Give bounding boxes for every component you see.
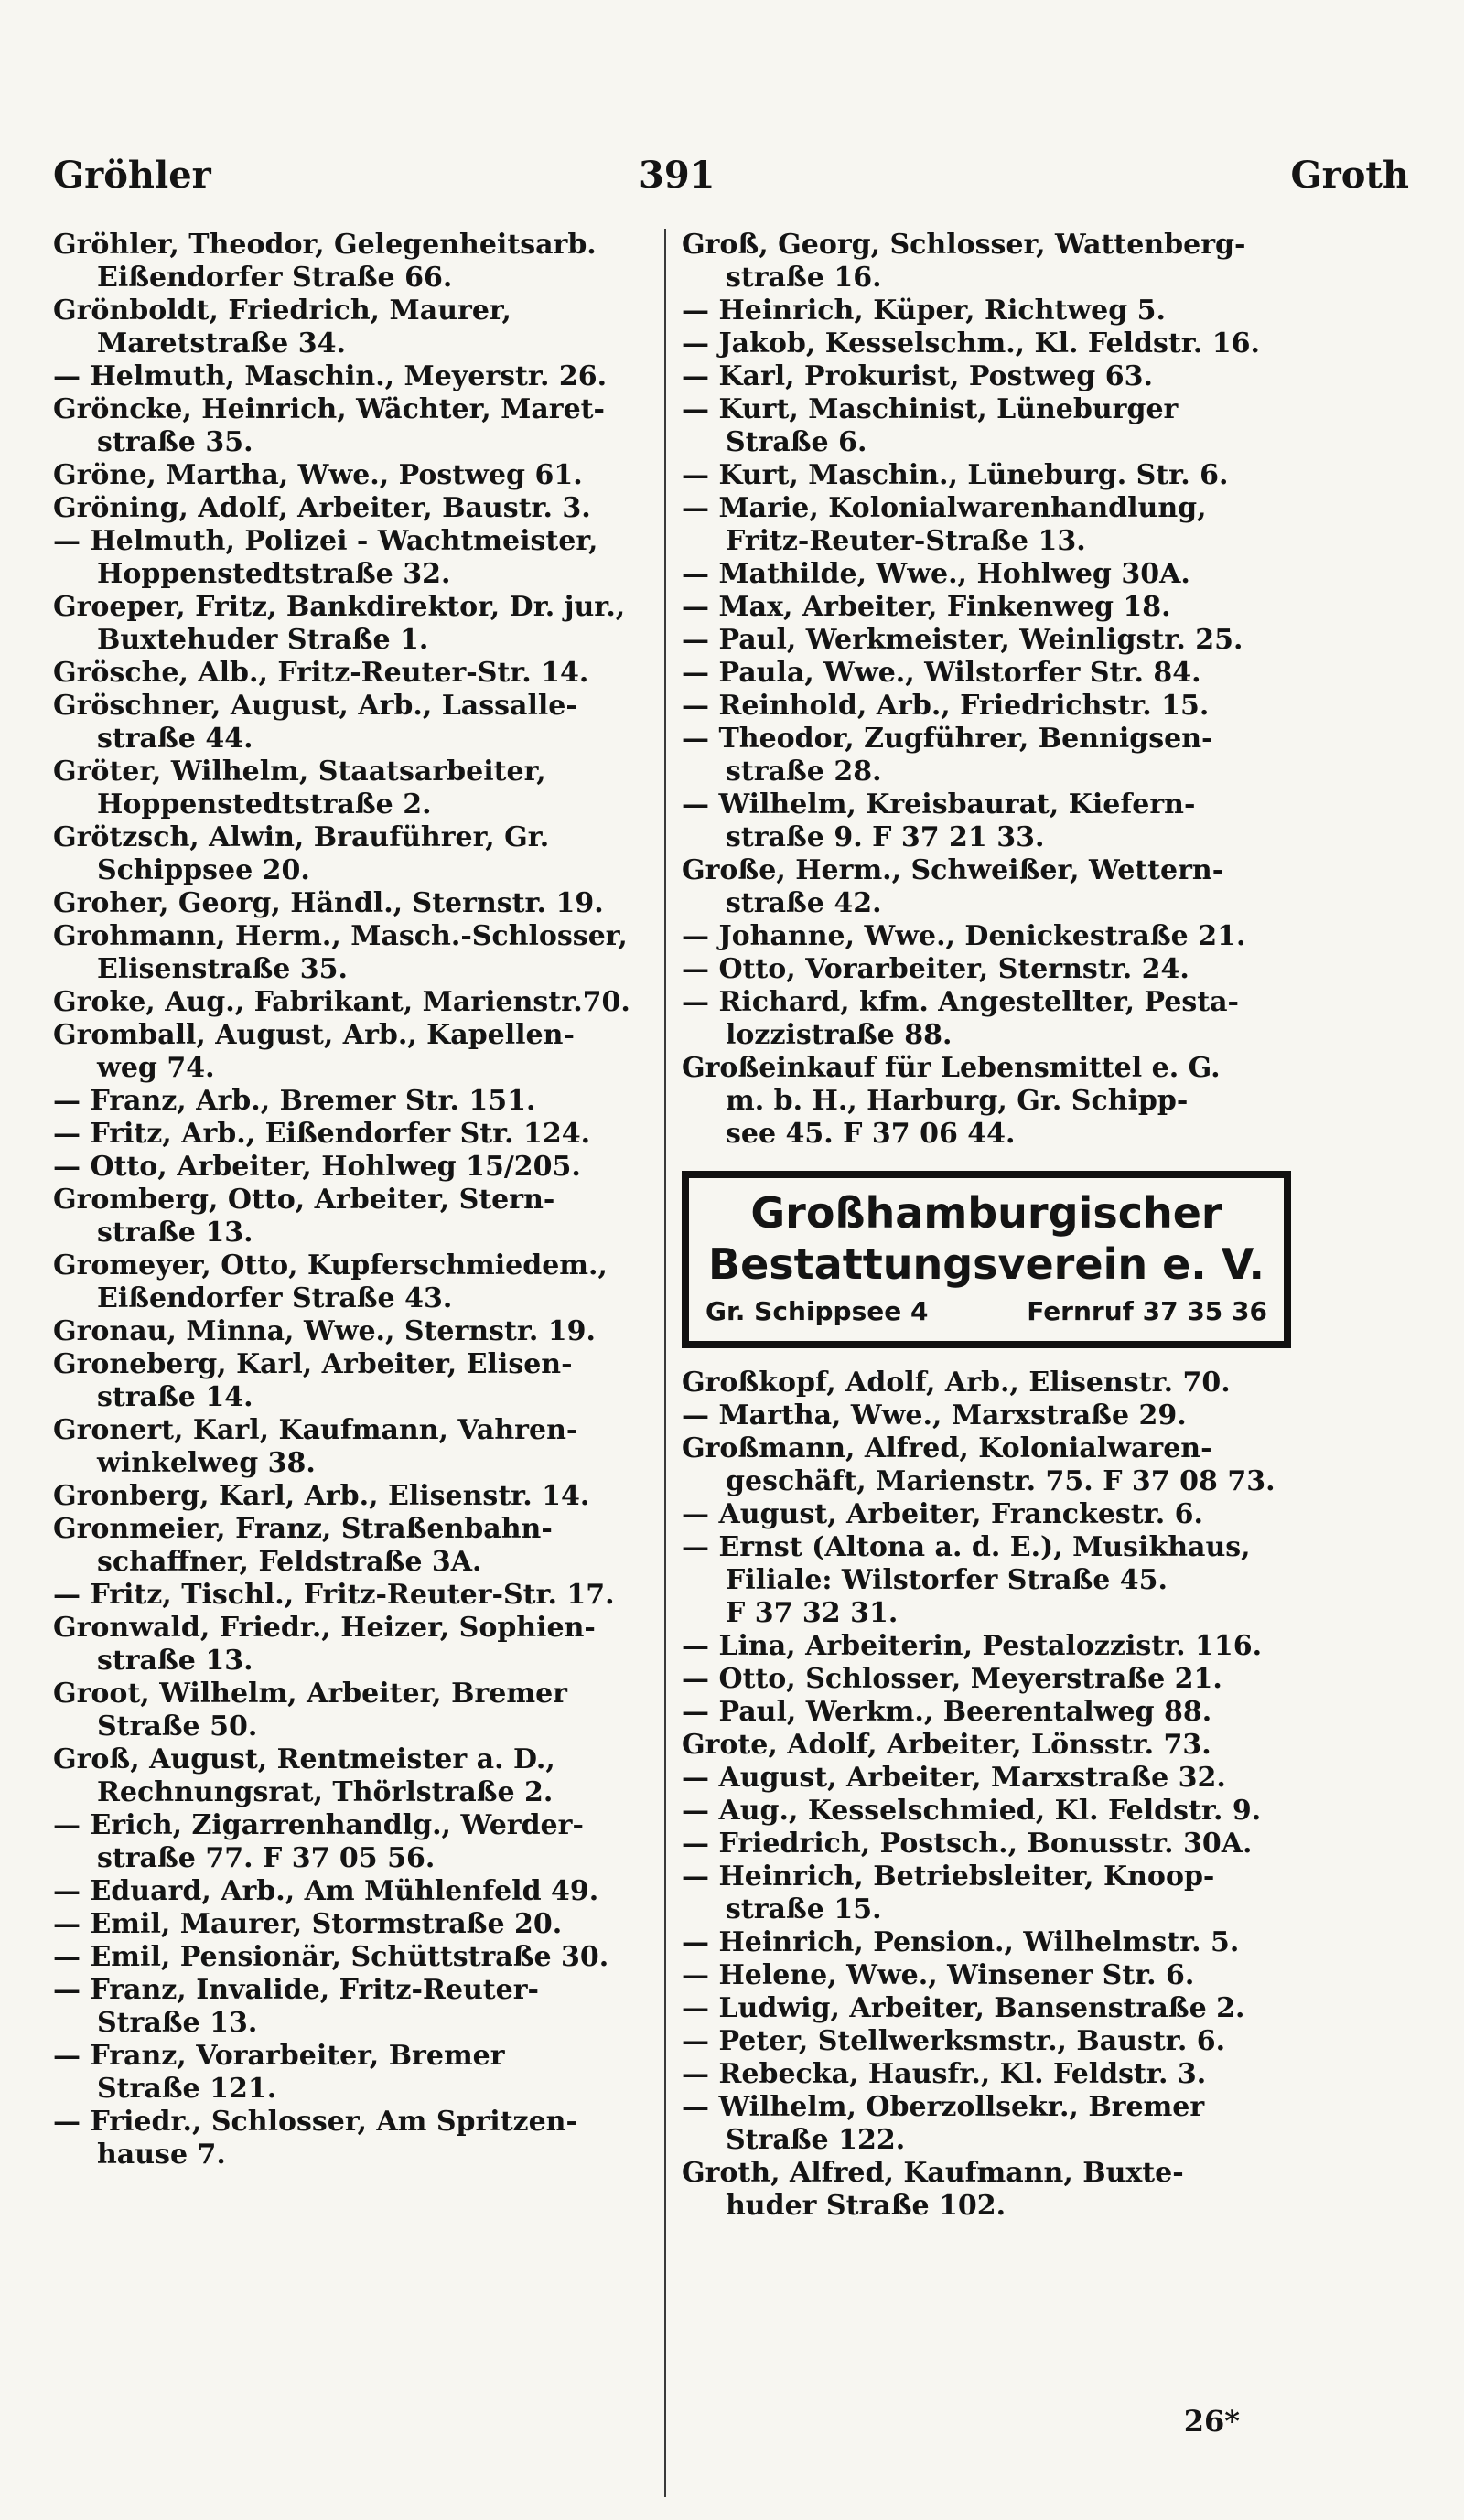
directory-entry [682, 295, 1297, 327]
entry-line: Groke, Aug., Fabrikant, Marienstr.70. [53, 986, 630, 1018]
entry-line: — Aug., Kesselschmied, Kl. Feldstr. 9. [682, 1795, 1262, 1827]
entry-continuation: Straße 121. [97, 2073, 277, 2105]
entry-line: — Kurt, Maschin., Lüneburg. Str. 6. [682, 459, 1229, 491]
directory-entry [682, 393, 1297, 459]
entry-line: — Paula, Wwe., Wilstorfer Str. 84. [682, 657, 1201, 689]
directory-entry [53, 360, 655, 393]
entry-line: — Heinrich, Pension., Wilhelmstr. 5. [682, 1926, 1240, 1958]
entry-line: Gröne, Martha, Wwe., Postweg 61. [53, 459, 583, 491]
entry-line: Grösche, Alb., Fritz-Reuter-Str. 14. [53, 657, 589, 689]
entry-line: — Otto, Vorarbeiter, Sternstr. 24. [682, 953, 1190, 985]
entry-line: — Emil, Pensionär, Schüttstraße 30. [53, 1941, 609, 1973]
entry-line: — August, Arbeiter, Franckestr. 6. [682, 1498, 1203, 1530]
directory-entry [682, 1630, 1297, 1663]
entry-continuation: F 37 32 31. [726, 1597, 899, 1629]
directory-entry [682, 1531, 1297, 1630]
entry-continuation: Schippsee 20. [97, 854, 310, 886]
entry-line: Groß, August, Rentmeister a. D., [53, 1743, 555, 1775]
entry-continuation: Rechnungsrat, Thörlstraße 2. [97, 1776, 554, 1808]
entry-continuation: see 45. F 37 06 44. [726, 1118, 1016, 1150]
entry-line: — Emil, Maurer, Stormstraße 20. [53, 1908, 563, 1940]
entry-continuation: huder Straße 102. [726, 2190, 1006, 2222]
entry-continuation: straße 77. F 37 05 56. [97, 1842, 436, 1874]
directory-entry [53, 1743, 655, 1809]
directory-entry [682, 657, 1297, 690]
directory-entry [53, 1249, 655, 1315]
directory-entry [682, 1926, 1297, 1959]
directory-entry [682, 953, 1297, 986]
directory-entry [53, 1678, 655, 1743]
entry-line: — Franz, Invalide, Fritz-Reuter- [53, 1974, 540, 2006]
directory-entry [53, 1414, 655, 1480]
entry-continuation: straße 42. [726, 887, 882, 919]
directory-entry [682, 788, 1297, 854]
entry-line: — Ernst (Altona a. d. E.), Musikhaus, [682, 1531, 1251, 1563]
directory-entry [53, 887, 655, 920]
directory-entry [682, 2157, 1297, 2223]
directory-entry [53, 525, 655, 591]
entry-line: — Martha, Wwe., Marxstraße 29. [682, 1399, 1187, 1432]
entry-line: — Paul, Werkmeister, Weinligstr. 25. [682, 624, 1243, 656]
directory-entry [682, 1861, 1297, 1926]
directory-entry [682, 2025, 1297, 2058]
entry-line: — Erich, Zigarrenhandlg., Werder- [53, 1809, 584, 1841]
directory-entry [53, 1941, 655, 1974]
entry-line: — Fritz, Tischl., Fritz-Reuter-Str. 17. [53, 1579, 615, 1611]
directory-entry [682, 229, 1297, 295]
directory-entry [682, 1992, 1297, 2025]
entry-line: Gronau, Minna, Wwe., Sternstr. 19. [53, 1315, 596, 1347]
ad-address: Gr. Schippsee 4 [705, 1296, 929, 1326]
entry-line: Groth, Alfred, Kaufmann, Buxte- [682, 2157, 1184, 2189]
entry-line: — Helmuth, Maschin., Meyerstr. 26. [53, 360, 608, 392]
entry-line: Groeper, Fritz, Bankdirektor, Dr. jur., [53, 591, 626, 623]
entry-line: — Peter, Stellwerksmstr., Baustr. 6. [682, 2025, 1226, 2057]
entry-continuation: hause 7. [97, 2139, 226, 2171]
directory-entry [682, 1052, 1297, 1151]
entry-line: — Wilhelm, Kreisbaurat, Kiefern- [682, 788, 1196, 820]
directory-entry [53, 756, 655, 821]
entry-continuation: geschäft, Marienstr. 75. F 37 08 73. [726, 1465, 1276, 1497]
directory-entry [682, 1729, 1297, 1762]
entry-continuation: straße 14. [97, 1381, 253, 1413]
entry-line: Grönboldt, Friedrich, Maurer, [53, 295, 511, 327]
directory-entry [682, 723, 1297, 788]
entry-line: Gromeyer, Otto, Kupferschmiedem., [53, 1249, 608, 1281]
entry-line: — Fritz, Arb., Eißendorfer Str. 124. [53, 1118, 591, 1150]
entry-line: Gröncke, Heinrich, Wächter, Maret- [53, 393, 605, 425]
entry-continuation: Hoppenstedtstraße 32. [97, 558, 451, 590]
entry-line: Grötzsch, Alwin, Brauführer, Gr. [53, 821, 550, 853]
entry-line: Gromball, August, Arb., Kapellen- [53, 1019, 575, 1051]
directory-entry [53, 393, 655, 459]
directory-entry [53, 295, 655, 360]
directory-entry [682, 1762, 1297, 1795]
ad-title: Großhamburgischer [750, 1188, 1222, 1238]
directory-entry [53, 1513, 655, 1579]
directory-entry [53, 1875, 655, 1908]
entry-continuation: Straße 6. [726, 426, 867, 458]
directory-entry [682, 2091, 1297, 2157]
entry-line: — Lina, Arbeiterin, Pestalozzistr. 116. [682, 1630, 1263, 1662]
directory-entry [53, 1085, 655, 1118]
directory-entry [53, 920, 655, 986]
entry-continuation: Filiale: Wilstorfer Straße 45. [726, 1564, 1168, 1596]
entry-line: Großmann, Alfred, Kolonialwaren- [682, 1432, 1212, 1464]
entry-line: — Theodor, Zugführer, Bennigsen- [682, 723, 1213, 755]
entry-continuation: schaffner, Feldstraße 3A. [97, 1546, 482, 1578]
directory-entry [682, 1696, 1297, 1729]
directory-entry [53, 492, 655, 525]
directory-entry [682, 1663, 1297, 1696]
entry-continuation: m. b. H., Harburg, Gr. Schipp- [726, 1085, 1189, 1117]
entry-line: — Paul, Werkm., Beerentalweg 88. [682, 1696, 1212, 1728]
entry-line: — Helmuth, Polizei - Wachtmeister, [53, 525, 598, 557]
page-header [53, 154, 1409, 209]
entry-continuation: Eißendorfer Straße 66. [97, 262, 453, 294]
entry-line: — Wilhelm, Oberzollsekr., Bremer [682, 2091, 1205, 2123]
directory-entry [53, 657, 655, 690]
directory-entry [53, 1348, 655, 1414]
entry-line: — August, Arbeiter, Marxstraße 32. [682, 1762, 1226, 1794]
directory-entry [682, 1367, 1297, 1399]
entry-continuation: Hoppenstedtstraße 2. [97, 788, 432, 820]
directory-entry [682, 1399, 1297, 1432]
directory-entry [682, 558, 1297, 591]
directory-entry [682, 360, 1297, 393]
entry-line: — Reinhold, Arb., Friedrichstr. 15. [682, 690, 1210, 722]
entry-line: — Franz, Vorarbeiter, Bremer [53, 2040, 505, 2072]
entry-line: Grohmann, Herm., Masch.-Schlosser, [53, 920, 628, 952]
entry-continuation: straße 44. [97, 723, 253, 755]
entry-line: — Max, Arbeiter, Finkenweg 18. [682, 591, 1171, 623]
entry-line: — Heinrich, Küper, Richtweg 5. [682, 295, 1166, 327]
directory-entry [682, 1828, 1297, 1861]
page-number: 391 [639, 154, 716, 197]
directory-entry [53, 986, 655, 1019]
entry-continuation: Maretstraße 34. [97, 327, 346, 359]
entry-line: Große, Herm., Schweißer, Wettern- [682, 854, 1224, 886]
entry-line: — Richard, kfm. Angestellter, Pesta- [682, 986, 1239, 1018]
directory-entry [53, 1184, 655, 1249]
entry-line: — Otto, Schlosser, Meyerstraße 21. [682, 1663, 1222, 1695]
header-last-name: Groth [1290, 154, 1409, 197]
directory-entry [53, 690, 655, 756]
entry-line: — Mathilde, Wwe., Hohlweg 30A. [682, 558, 1190, 590]
directory-entry [682, 920, 1297, 953]
directory-entry [53, 229, 655, 295]
entry-line: — Heinrich, Betriebsleiter, Knoop- [682, 1861, 1215, 1893]
entry-line: — Rebecka, Hausfr., Kl. Feldstr. 3. [682, 2058, 1207, 2090]
entry-line: — Jakob, Kesselschm., Kl. Feldstr. 16. [682, 327, 1260, 359]
entry-continuation: straße 28. [726, 756, 882, 788]
directory-entry [53, 1315, 655, 1348]
entry-continuation: Eißendorfer Straße 43. [97, 1282, 453, 1314]
left-column [53, 229, 655, 2171]
ad-phone: Fernruf 37 35 36 [1027, 1296, 1267, 1326]
ad-subtitle: Bestattungsverein e. V. [708, 1239, 1265, 1289]
entry-continuation: straße 35. [97, 426, 253, 458]
entry-line: — Marie, Kolonialwarenhandlung, [682, 492, 1207, 524]
directory-entry [53, 1908, 655, 1941]
entry-continuation: Fritz-Reuter-Straße 13. [726, 525, 1086, 557]
entry-line: Gröning, Adolf, Arbeiter, Baustr. 3. [53, 492, 591, 524]
directory-entry [682, 854, 1297, 920]
directory-entry [682, 690, 1297, 723]
column-divider [664, 229, 666, 2497]
entry-line: Gröhler, Theodor, Gelegenheitsarb. [53, 229, 597, 261]
directory-entry [682, 1795, 1297, 1828]
directory-entry [682, 986, 1297, 1052]
entry-line: Gröter, Wilhelm, Staatsarbeiter, [53, 756, 546, 788]
entry-continuation: Buxtehuder Straße 1. [97, 624, 429, 656]
entry-line: Gromberg, Otto, Arbeiter, Stern- [53, 1184, 555, 1216]
entry-line: Gronert, Karl, Kaufmann, Vahren- [53, 1414, 578, 1446]
entry-continuation: Straße 13. [97, 2007, 258, 2039]
directory-entry [53, 1118, 655, 1151]
entry-continuation: straße 9. F 37 21 33. [726, 821, 1045, 853]
entry-line: — Helene, Wwe., Winsener Str. 6. [682, 1959, 1195, 1991]
entry-line: — Otto, Arbeiter, Hohlweg 15/205. [53, 1151, 581, 1183]
entry-continuation: lozzistraße 88. [726, 1019, 953, 1051]
entry-continuation: Straße 50. [97, 1710, 258, 1743]
directory-entry [53, 1019, 655, 1085]
directory-entry [53, 459, 655, 492]
entry-line: Gronberg, Karl, Arb., Elisenstr. 14. [53, 1480, 590, 1512]
directory-entry [53, 1151, 655, 1184]
directory-entry [682, 591, 1297, 624]
entry-line: — Kurt, Maschinist, Lüneburger [682, 393, 1179, 425]
directory-entry [682, 624, 1297, 657]
entry-continuation: Straße 122. [726, 2124, 906, 2156]
directory-entry [53, 2040, 655, 2106]
entry-line: Gronmeier, Franz, Straßenbahn- [53, 1513, 553, 1545]
directory-entry [53, 1612, 655, 1678]
header-first-name: Gröhler [53, 154, 211, 197]
directory-entry [53, 1480, 655, 1513]
directory-entry [53, 1579, 655, 1612]
entry-line: Groß, Georg, Schlosser, Wattenberg- [682, 229, 1246, 261]
ad-contact [705, 1293, 1267, 1330]
right-column-bottom [682, 1367, 1297, 2223]
directory-entry [682, 459, 1297, 492]
entry-line: Gronwald, Friedr., Heizer, Sophien- [53, 1612, 596, 1644]
entry-continuation: winkelweg 38. [97, 1447, 316, 1479]
entry-line: Grote, Adolf, Arbeiter, Lönsstr. 73. [682, 1729, 1211, 1761]
directory-entry [682, 1959, 1297, 1992]
directory-entry [53, 821, 655, 887]
entry-line: — Ludwig, Arbeiter, Bansenstraße 2. [682, 1992, 1245, 2024]
right-column-top [682, 229, 1297, 1151]
entry-line: Groher, Georg, Händl., Sternstr. 19. [53, 887, 604, 919]
entry-line: — Karl, Prokurist, Postweg 63. [682, 360, 1153, 392]
advertisement-box [682, 1171, 1291, 1348]
entry-line: Groneberg, Karl, Arbeiter, Elisen- [53, 1348, 573, 1380]
entry-line: — Friedr., Schlosser, Am Spritzen- [53, 2106, 577, 2138]
entry-line: Groot, Wilhelm, Arbeiter, Bremer [53, 1678, 567, 1710]
entry-line: — Johanne, Wwe., Denickestraße 21. [682, 920, 1246, 952]
directory-entry [682, 492, 1297, 558]
signature-mark: 26* [1183, 2404, 1240, 2439]
directory-entry [682, 2058, 1297, 2091]
entry-continuation: straße 13. [97, 1217, 253, 1249]
entry-line: — Franz, Arb., Bremer Str. 151. [53, 1085, 536, 1117]
directory-entry [53, 1974, 655, 2040]
directory-entry [682, 1498, 1297, 1531]
entry-line: Gröschner, August, Arb., Lassalle- [53, 690, 577, 722]
directory-entry [53, 2106, 655, 2171]
entry-line: Großkopf, Adolf, Arb., Elisenstr. 70. [682, 1367, 1231, 1399]
entry-line: — Friedrich, Postsch., Bonusstr. 30A. [682, 1828, 1253, 1860]
directory-entry [53, 591, 655, 657]
directory-entry [682, 1432, 1297, 1498]
directory-entry [53, 1809, 655, 1875]
entry-line: Großeinkauf für Lebensmittel e. G. [682, 1052, 1221, 1084]
entry-continuation: Elisenstraße 35. [97, 953, 348, 985]
entry-continuation: straße 16. [726, 262, 882, 294]
directory-entry [682, 327, 1297, 360]
entry-continuation: weg 74. [97, 1052, 215, 1084]
entry-line: — Eduard, Arb., Am Mühlenfeld 49. [53, 1875, 599, 1907]
entry-continuation: straße 13. [97, 1645, 253, 1677]
entry-continuation: straße 15. [726, 1893, 882, 1925]
right-column [682, 229, 1297, 2223]
